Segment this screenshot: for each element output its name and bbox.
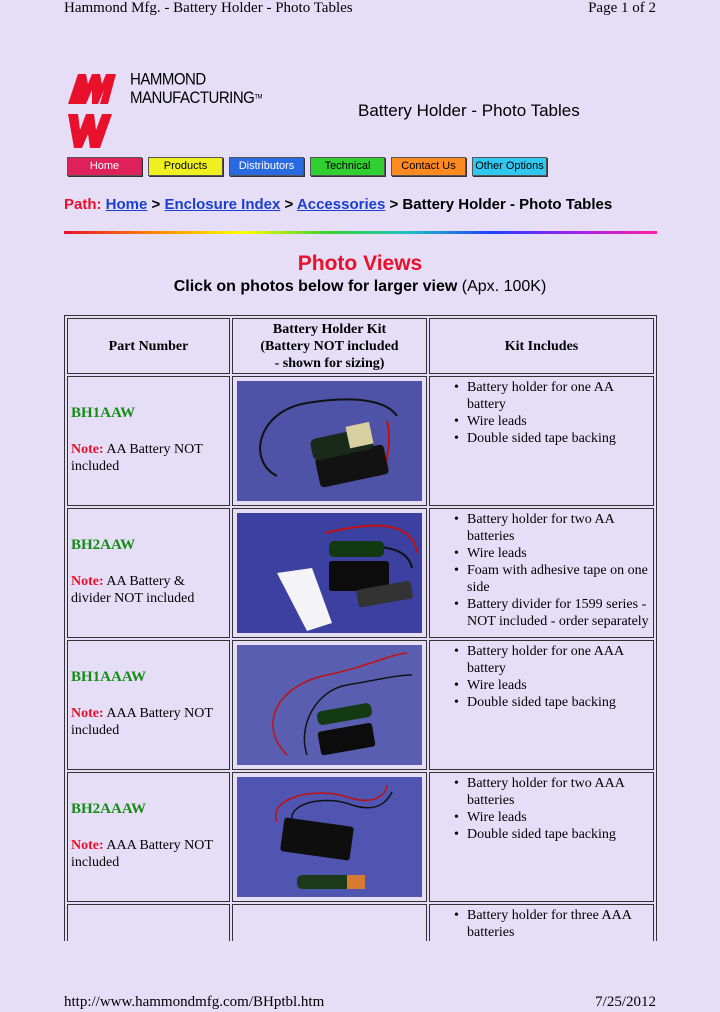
list-item: • Battery divider for 1599 series - NOT included - order separately xyxy=(434,596,649,630)
photo-cell xyxy=(232,508,427,638)
includes-cell xyxy=(429,508,654,638)
part-cell xyxy=(67,772,230,902)
header-kit-includes: Kit Includes xyxy=(429,318,654,374)
nav-home-button[interactable]: Home xyxy=(67,157,142,176)
click-instruction xyxy=(0,278,720,296)
header-part-number: Part Number xyxy=(67,318,230,374)
wordmark-line1: HAMMOND xyxy=(130,70,206,89)
note-text: AAA Battery NOT included xyxy=(71,706,213,738)
part-number: BH2AAW xyxy=(71,537,136,553)
click-instruction-size: (Apx. 100K) xyxy=(461,278,547,295)
part-number: BH1AAW xyxy=(71,405,136,421)
includes-list xyxy=(434,643,649,711)
table-row xyxy=(67,904,654,941)
list-item: • Battery holder for two AAA batteries xyxy=(434,775,649,809)
battery-holder-photo[interactable] xyxy=(237,645,422,765)
battery-holder-photo[interactable] xyxy=(237,777,422,897)
list-item: • Battery holder for one AAA battery xyxy=(434,643,649,677)
photo-cell xyxy=(232,640,427,770)
document-title: Hammond Mfg. - Battery Holder - Photo Tables xyxy=(64,0,353,16)
photo-table xyxy=(64,315,657,941)
nav-other-options-button[interactable]: Other Options xyxy=(472,157,547,176)
part-cell xyxy=(67,376,230,506)
footer-date: 7/25/2012 xyxy=(595,994,656,1010)
note-text: AA Battery NOT included xyxy=(71,442,203,474)
list-item: • Double sided tape backing xyxy=(434,694,649,711)
footer-url: http://www.hammondmfg.com/BHptbl.htm xyxy=(64,994,325,1010)
rainbow-divider xyxy=(64,231,657,234)
list-item: • Foam with adhesive tape on one side xyxy=(434,562,649,596)
battery-holder-photo[interactable] xyxy=(237,381,422,501)
note-label: Note: xyxy=(71,574,104,589)
part-cell xyxy=(67,508,230,638)
includes-cell xyxy=(429,640,654,770)
includes-list xyxy=(434,907,649,941)
list-item: • Battery holder for two AA batteries xyxy=(434,511,649,545)
trademark-mark: TM xyxy=(254,94,263,101)
includes-cell xyxy=(429,904,654,941)
note-text: AAA Battery NOT included xyxy=(71,838,213,870)
table-row xyxy=(67,772,654,902)
part-number: BH1AAAW xyxy=(71,669,147,685)
list-item: • Battery holder for one AA battery xyxy=(434,379,649,413)
includes-cell xyxy=(429,772,654,902)
note-text: AA Battery & divider NOT included xyxy=(71,574,195,606)
wordmark-line2: MANUFACTURINGTM xyxy=(130,88,263,108)
list-item: • Double sided tape backing xyxy=(434,826,649,843)
breadcrumb-home-link[interactable]: Home xyxy=(105,196,148,213)
click-instruction-bold: Click on photos below for larger view xyxy=(173,278,458,295)
part-cell xyxy=(67,640,230,770)
breadcrumb-enclosure-index-link[interactable]: Enclosure Index xyxy=(164,196,281,213)
table-row xyxy=(67,640,654,770)
hammond-logo-icon[interactable] xyxy=(66,70,122,150)
includes-cell xyxy=(429,376,654,506)
breadcrumb-separator: > xyxy=(389,196,399,213)
includes-list xyxy=(434,775,649,843)
table-row xyxy=(67,376,654,506)
list-item: • Battery holder for three AAA batteries xyxy=(434,907,649,941)
list-item: • Wire leads xyxy=(434,545,649,562)
nav-contact-button[interactable]: Contact Us xyxy=(391,157,466,176)
part-number: BH2AAAW xyxy=(71,801,147,817)
nav-distributors-button[interactable]: Distributors xyxy=(229,157,304,176)
list-item: • Wire leads xyxy=(434,809,649,826)
list-item: • Double sided tape backing xyxy=(434,430,649,447)
page-heading: Battery Holder - Photo Tables xyxy=(358,101,580,120)
breadcrumb-current: Battery Holder - Photo Tables xyxy=(402,196,613,213)
note-label: Note: xyxy=(71,706,104,721)
breadcrumb xyxy=(64,196,612,213)
battery-holder-photo[interactable] xyxy=(237,513,422,633)
list-item: • Wire leads xyxy=(434,413,649,430)
section-title: Photo Views xyxy=(297,252,423,275)
nav-products-button[interactable]: Products xyxy=(148,157,223,176)
photo-cell xyxy=(232,904,427,941)
includes-list xyxy=(434,511,649,630)
header-kit xyxy=(232,318,427,374)
table-header-row xyxy=(67,318,654,374)
breadcrumb-separator: > xyxy=(284,196,294,213)
photo-table-container xyxy=(64,315,657,941)
breadcrumb-label: Path: xyxy=(64,196,102,213)
table-row xyxy=(67,508,654,638)
photo-cell xyxy=(232,772,427,902)
note-label: Note: xyxy=(71,838,104,853)
nav-technical-button[interactable]: Technical xyxy=(310,157,385,176)
includes-list xyxy=(434,379,649,447)
header-kit-line: (Battery NOT included xyxy=(260,338,399,354)
breadcrumb-accessories-link[interactable]: Accessories xyxy=(296,196,386,213)
breadcrumb-separator: > xyxy=(151,196,161,213)
photo-cell xyxy=(232,376,427,506)
page-number: Page 1 of 2 xyxy=(588,0,656,16)
header-kit-line: Battery Holder Kit xyxy=(272,321,387,337)
list-item: • Wire leads xyxy=(434,677,649,694)
company-wordmark xyxy=(130,70,262,107)
part-cell xyxy=(67,904,230,941)
header-kit-line: - shown for sizing) xyxy=(274,355,385,371)
note-label: Note: xyxy=(71,442,104,457)
